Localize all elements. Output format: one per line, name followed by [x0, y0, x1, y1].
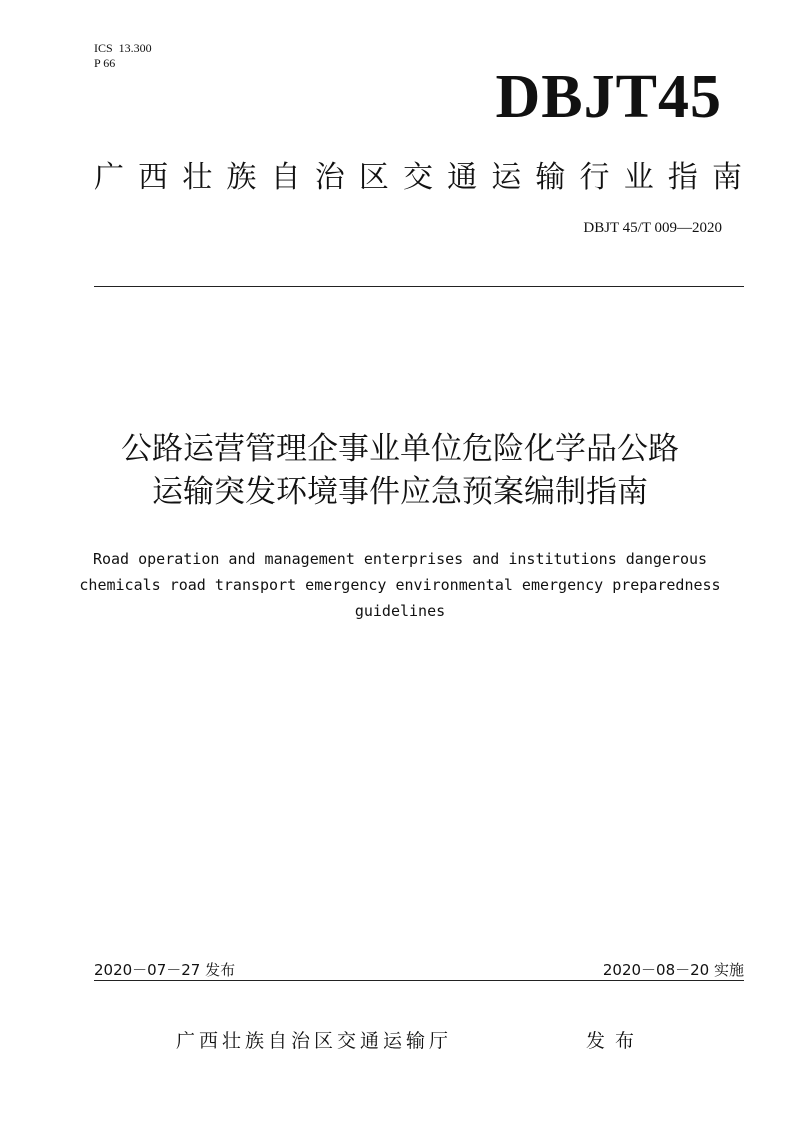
sector-char: 南 [711, 160, 742, 195]
date-divider [94, 980, 744, 981]
sector-char: 交 [402, 160, 433, 195]
sector-char: 壮 [182, 160, 213, 195]
sector-char: 西 [138, 160, 169, 195]
sector-char: 治 [314, 160, 345, 195]
implement-date: 2020－08－20 实施 [602, 961, 744, 979]
sector-title [94, 158, 742, 198]
document-title-en [60, 546, 740, 624]
sector-char: 运 [491, 160, 522, 195]
standard-brand: DBJT45 [495, 63, 722, 131]
sector-char: 指 [667, 160, 698, 195]
issuing-authority: 广西壮族自治区交通运输厅 [176, 1030, 453, 1052]
document-title-cn [0, 428, 800, 514]
title-cn-line: 运输突发环境事件应急预案编制指南 [152, 474, 648, 510]
header-divider [94, 286, 744, 287]
title-en-line: chemicals road transport emergency environmental emergency preparedness [79, 576, 721, 594]
sector-char: 区 [358, 160, 389, 195]
sector-char: 行 [579, 160, 610, 195]
sector-char: 自 [270, 160, 301, 195]
sector-char: 广 [94, 160, 124, 195]
sector-char: 通 [447, 160, 478, 195]
title-en-line: Road operation and management enterprises and institutions dangerous [92, 550, 708, 568]
sector-char: 输 [535, 160, 566, 195]
title-en-line: guidelines [354, 602, 446, 620]
title-cn-line: 公路运营管理企事业单位危险化学品公路 [121, 431, 679, 467]
ccs-code: P 66 [94, 56, 116, 70]
issue-label: 发布 [586, 1030, 645, 1052]
standard-number: DBJT 45/T 009—2020 [583, 220, 722, 236]
sector-char: 族 [226, 160, 257, 195]
classification-codes [94, 41, 152, 71]
sector-char: 业 [623, 160, 654, 195]
ics-code: ICS 13.300 [94, 41, 152, 55]
publish-date: 2020－07－27 发布 [94, 961, 236, 979]
